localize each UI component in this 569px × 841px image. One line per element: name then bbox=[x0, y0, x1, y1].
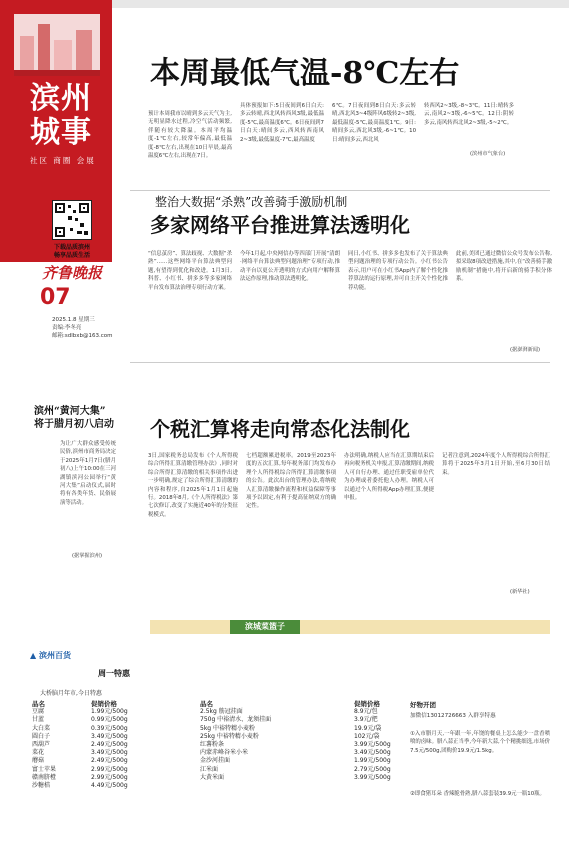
cell: 蘑菇 bbox=[32, 757, 45, 765]
cell: 内蒙赤峰谷米小米 bbox=[200, 749, 249, 757]
cell: 750g 中裕清水、龙须挂面 bbox=[200, 716, 272, 724]
table-row bbox=[30, 766, 426, 774]
cell: 甘蓝 bbox=[32, 716, 45, 724]
table-row bbox=[30, 725, 426, 733]
cell: 2.99元/500g bbox=[91, 773, 128, 781]
cell: 2.99元/500g bbox=[91, 765, 128, 773]
brief-headline bbox=[34, 405, 114, 431]
divider-2 bbox=[130, 362, 550, 363]
weather-col-2: 具体预报如下:5日夜间到6日白天:多云转晴,西北风转西风3级,最低温度-5℃,最高温度6℃。6日夜间到7日白天:晴间多云,西风转西南风2~3级,最低温度-7℃,最高温度 bbox=[240, 103, 324, 143]
cell: 沙糖桔 bbox=[32, 782, 51, 790]
cell: 富士苹果 bbox=[32, 765, 57, 773]
col-header: 品名 bbox=[32, 700, 45, 708]
cell: 3.49元/500g bbox=[354, 749, 391, 757]
cell: 0.99元/500g bbox=[91, 716, 128, 724]
brief-body: 为让广大群众感受传统民俗,滨州市商务局决定于2025年1月7日(腊月初八)上午10:00在三河湖镇滨河公园举行“黄河大集”启动仪式,届时将有各类年货、民俗展演等活动。 bbox=[60, 441, 116, 506]
market-title-bar bbox=[150, 620, 550, 634]
cell: 2.79元/500g bbox=[354, 765, 391, 773]
cell: 大黄米面 bbox=[200, 773, 225, 781]
cell: 19.9元/袋 bbox=[354, 724, 382, 732]
cell: 0.39元/500g bbox=[91, 724, 128, 732]
page-date: 2025.1.8 星期三 bbox=[52, 317, 95, 323]
market-note-2: ②即食猪耳朵 香辣脆骨熟,腊八蒜套装39.9元一瓶10瓶。 bbox=[410, 791, 545, 797]
week-label: 周一特惠 bbox=[98, 669, 130, 678]
page-editor: 责编:李冬亮 bbox=[52, 325, 82, 331]
cell: 3.99元/500g bbox=[354, 741, 391, 749]
cell bbox=[198, 782, 352, 790]
col-header: 促销价格 bbox=[354, 700, 380, 708]
cell: 红薯粉条 bbox=[200, 741, 225, 749]
algorithm-headline: 多家网络平台推进算法透明化 bbox=[150, 213, 410, 237]
cell: 2.49元/500g bbox=[91, 741, 128, 749]
cell: 1.99元/500g bbox=[354, 757, 391, 765]
brand-line-1: 滨州 bbox=[30, 81, 92, 116]
section-brand bbox=[30, 82, 100, 150]
cell: 3.99元/500g bbox=[354, 773, 391, 781]
cell: 金沙河挂面 bbox=[200, 757, 231, 765]
tax-col-1: 3日,国家税务总局发布《个人所得税综合所得汇算清缴管理办法》,同时对综合所得汇算清缴的相关事项作出进一步明确,规定了综合所得汇算清缴的内容和程序,自2025年1月1日起施行。2018年8月,《个人所得税法》第七次修订,改变了实施近40年的分类征税模式。 bbox=[148, 453, 238, 518]
table-row bbox=[30, 774, 426, 782]
table-row bbox=[30, 716, 426, 724]
tax-col-2: 七档超额累进税率。2019至2023年度的五次汇算,每年税务部门均发布办理个人所得税综合所得汇算清缴事项的公告。此次出台的管理办法,将纳税人汇算清缴操作流程和权益保障等事项予以固定,有利于提高征纳双方的确定性。 bbox=[246, 453, 336, 510]
page-number: 07 bbox=[40, 285, 71, 310]
cell: 3.49元/500g bbox=[91, 732, 128, 740]
store-logo bbox=[30, 650, 71, 661]
cell: 1.99元/500g bbox=[91, 708, 128, 716]
cell bbox=[352, 782, 426, 790]
col-header: 品名 bbox=[200, 700, 213, 708]
market-header-row bbox=[30, 700, 426, 708]
tax-source: (新华社) bbox=[510, 589, 530, 595]
store-logo-icon: ▲ bbox=[30, 651, 37, 660]
cell: 西葫芦 bbox=[32, 741, 51, 749]
tax-headline: 个税汇算将走向常态化法制化 bbox=[150, 417, 410, 441]
market-note-1: ①入市腊月天,一年跟一年,年饶的餐桌上怎么能少一盘香喷喷的卤味。腊八蒜正当季,今年新大蒜,个个精挑细选,市场价7.5元/500g,团购价19.9元/1.5kg。 bbox=[410, 731, 550, 754]
weather-col-1: 预计本周我市以晴到多云天气为主,无明显降水过程,冷空气活动频繁,伴随有较大降温。本周平均温度-1℃左右,较常年偏高,最低温度-8℃左右,出现在10日早晨,最高温度6℃左右,出现在7日。 bbox=[148, 111, 232, 160]
qr-caption-line-2: 畅享品质生活 bbox=[53, 252, 90, 259]
contact-title: 好物开团 bbox=[410, 701, 436, 709]
brief-headline-line-2: 将于腊月初八启动 bbox=[34, 419, 114, 430]
weather-col-4: 转西风2~3级,-8~3℃。11日:晴转多云,南风2~3级,-6~5℃。12日:阴转多云,南风转西北风2~3级,-5~2℃。 bbox=[424, 103, 514, 126]
city-illustration bbox=[14, 14, 100, 76]
weather-col-3: 6℃。7日夜间到8日白天:多云转晴,西北风3~4级阵风6级转2~3级,最低温度-5℃,最高温度1℃。9日:晴间多云,西北风3级,-6~1℃。10日:晴间多云,西北风 bbox=[332, 103, 416, 143]
cell: 2.5kg 筋冠挂面 bbox=[200, 708, 243, 716]
cell: 豆腐 bbox=[32, 708, 45, 716]
algorithm-kicker: 整治大数据“杀熟”改善骑手激励机制 bbox=[155, 195, 348, 209]
page-email: 邮箱:sdlbxb@163.com bbox=[52, 333, 113, 339]
brief-headline-line-1: 滨州“黄河大集” bbox=[34, 406, 106, 417]
algorithm-col-3: 同日,小红书、拼多多也发布了关于算法典型问题治理的专项行动公告。小红书公告表示,用户可在小红书App内了解个性化推荐算法的运行原理,并可自主开关个性化推荐功能。 bbox=[348, 251, 448, 291]
brief-source: (据掌握滨州) bbox=[72, 553, 102, 559]
market-section-title: 滨城菜篮子 bbox=[230, 620, 300, 634]
table-row bbox=[30, 741, 426, 749]
cell: 大白菜 bbox=[32, 724, 51, 732]
contact-info[interactable]: 加微信13012726663 入群享特惠 bbox=[410, 713, 496, 719]
cell: 4.49元/500g bbox=[91, 782, 128, 790]
market-table-wrapper bbox=[30, 700, 426, 790]
cell: 圆白子 bbox=[32, 732, 51, 740]
cell: 102元/袋 bbox=[354, 732, 380, 740]
table-row bbox=[30, 757, 426, 765]
algorithm-col-2: 今年1月起,中央网信办等四部门开展“清朗·网络平台算法典型问题治理”专项行动,推动平台以更公开透明的方式向用户解释算法运作原理,推动算法透明化。 bbox=[240, 251, 340, 283]
cell: 2.49元/500g bbox=[91, 757, 128, 765]
qr-code[interactable] bbox=[52, 200, 92, 240]
cell: 5kg 中裕特精小麦粉 bbox=[200, 724, 256, 732]
paper-logo: 齐鲁晚报 bbox=[41, 264, 102, 282]
brand-line-2: 城事 bbox=[30, 115, 92, 150]
tax-col-3: 办法明确,纳税人应当在汇算期结束后再向税务机关申报,汇算清缴期间,纳税人可自行办理、通过任职受雇单位代为办理或者委托他人办理。纳税人可以通过个人所得税App办理汇算,便捷申报。 bbox=[344, 453, 434, 502]
cell: 菜花 bbox=[32, 749, 45, 757]
table-row bbox=[30, 733, 426, 741]
algorithm-source: (据澎湃新闻) bbox=[510, 347, 540, 353]
cell: 3.49元/500g bbox=[91, 749, 128, 757]
market-intro: 大桥脑月年市,今日特惠 bbox=[40, 690, 102, 697]
weather-source: (滨州市气象台) bbox=[470, 151, 506, 157]
algorithm-col-4: 此前,美团已通过微信公众号发布公告称,拟采取8项改进措施,其中,在“改善骑手激励机制”措施中,将开启新的骑手积分体系。 bbox=[456, 251, 552, 283]
divider-1 bbox=[130, 190, 550, 191]
cell: 8.9元/包 bbox=[354, 708, 378, 716]
brand-subtitle: 社区 商圈 会展 bbox=[30, 156, 96, 165]
cell: 江米面 bbox=[200, 765, 219, 773]
cell: 25kg 中裕特精小麦粉 bbox=[200, 732, 259, 740]
qr-caption bbox=[40, 244, 104, 260]
algorithm-col-1: “信息茧房”、算法歧视、大数据“杀熟”……这些网络平台算法典型问题,有望得到优化和改进。1月3日,科普、小红书、拼多多等多家网络平台发布算法治理专项行动方案。 bbox=[148, 251, 232, 291]
market-table bbox=[30, 700, 426, 790]
store-name: 滨州百货 bbox=[38, 651, 71, 660]
weather-headline: 本周最低气温-8℃左右 bbox=[150, 56, 460, 91]
qr-caption-line-1: 下载品质滨州 bbox=[53, 244, 90, 251]
cell: 3.9元/把 bbox=[354, 716, 378, 724]
page-meta bbox=[52, 316, 112, 340]
col-header: 促销价格 bbox=[91, 700, 117, 708]
table-row bbox=[30, 782, 426, 790]
cell: 赣南脐橙 bbox=[32, 773, 57, 781]
tax-col-4: 记者注意到,2024年度个人所得税综合所得汇算将于2025年3月1日开始,至6月30日结束。 bbox=[442, 453, 550, 476]
